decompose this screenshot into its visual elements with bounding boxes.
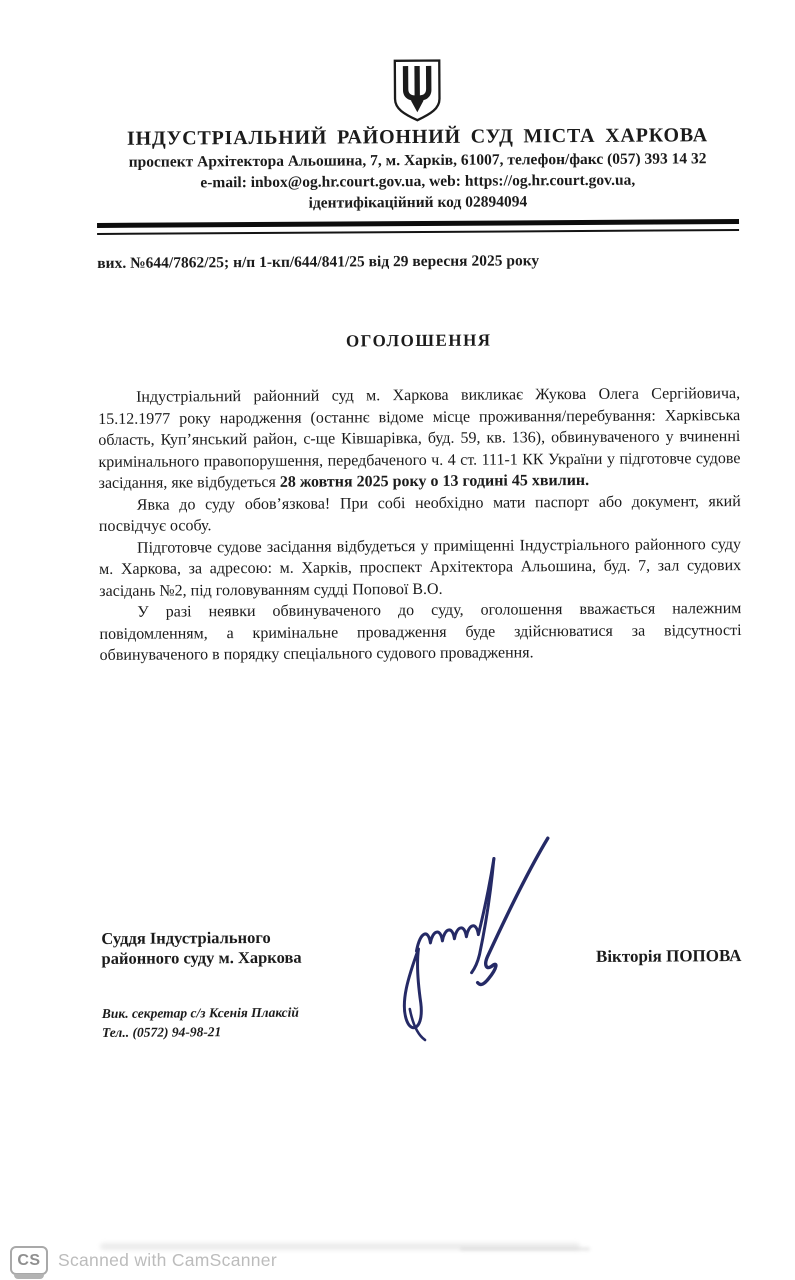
- scan-shadow-smudge-2: [460, 1247, 590, 1251]
- court-announcement-letter: [96, 54, 744, 1041]
- ukraine-trident-emblem-icon: [390, 58, 444, 122]
- paragraph-location: Підготовче судове засідання відбудеться у приміщенні Індустріального районного суду м. Харкова, за адресою: м. Харків, проспект Архітектора Альошина, буд. 7, зал судових засідань №2, під головуванням судді Попової В.О.: [99, 535, 742, 600]
- signer-position-line1: Суддя Індустріального: [101, 927, 271, 948]
- court-id-code: ідентифікаційний код 02894094: [308, 193, 528, 212]
- camscanner-watermark-text: Scanned with CamScanner: [58, 1250, 277, 1270]
- signature-row: [101, 925, 743, 970]
- letterhead-divider: [97, 219, 739, 235]
- secretary-note: [102, 1000, 744, 1042]
- secretary-phone-line: Тел.. (0572) 94-98-21: [101, 1023, 222, 1040]
- camscanner-logo-icon: CS: [10, 1246, 48, 1275]
- court-name: ІНДУСТРІАЛЬНИЙ РАЙОННИЙ СУД МІСТА ХАРКОВА: [126, 124, 709, 150]
- court-address: проспект Архітектора Альошина, 7, м. Харків, 61007, телефон/факс (057) 393 14 32: [128, 150, 707, 171]
- document-title: ОГОЛОШЕННЯ: [345, 330, 492, 351]
- outgoing-reference-line: вих. №644/7862/25; н/п 1-кп/644/841/25 від 29 вересня 2025 року: [97, 252, 540, 272]
- paragraph-summons: [98, 383, 741, 494]
- paragraph-attendance: Явка до суду обов’язкова! При собі необхідно мати паспорт або документ, який посвідчує особу.: [98, 492, 741, 535]
- camscanner-watermark: [10, 1246, 277, 1275]
- letterhead: [96, 56, 739, 235]
- signer-position: [101, 927, 301, 969]
- hearing-date-bold: 28 жовтня 2025 року о 13 годині 45 хвилин.: [279, 471, 590, 491]
- court-contacts: e-mail: inbox@og.hr.court.gov.ua, web: https://og.hr.court.gov.ua,: [200, 171, 636, 192]
- document-body: [98, 383, 742, 666]
- signer-name: Вікторія ПОПОВА: [595, 945, 742, 966]
- paragraph-summons-text: Індустріальний районний суд м. Харкова викликає Жукова Олега Сергійовича, 15.12.1977 року народження (останнє відоме місце проживання/перебування: Харківська область, Куп’янський район, с-ще Ківшарівка, буд. 59, кв. 136), обвинуваченого у вчиненні кримінального правопорушення, передбаченого ч. 4 ст. 111-1 КК України у підготовче судове засідання, яке відбудеться: [98, 385, 741, 492]
- signer-position-line2: районного суду м. Харкова: [101, 947, 302, 968]
- secretary-name-line: Вик. секретар с/з Ксенія Плаксій: [101, 1004, 299, 1021]
- paragraph-absence-consequences: У разі неявки обвинуваченого до суду, оголошення вважається належним повідомленням, а кримінальне провадження буде здійснюватися за відсутності обвинуваченого в порядку спеціального судового провадження.: [99, 600, 742, 664]
